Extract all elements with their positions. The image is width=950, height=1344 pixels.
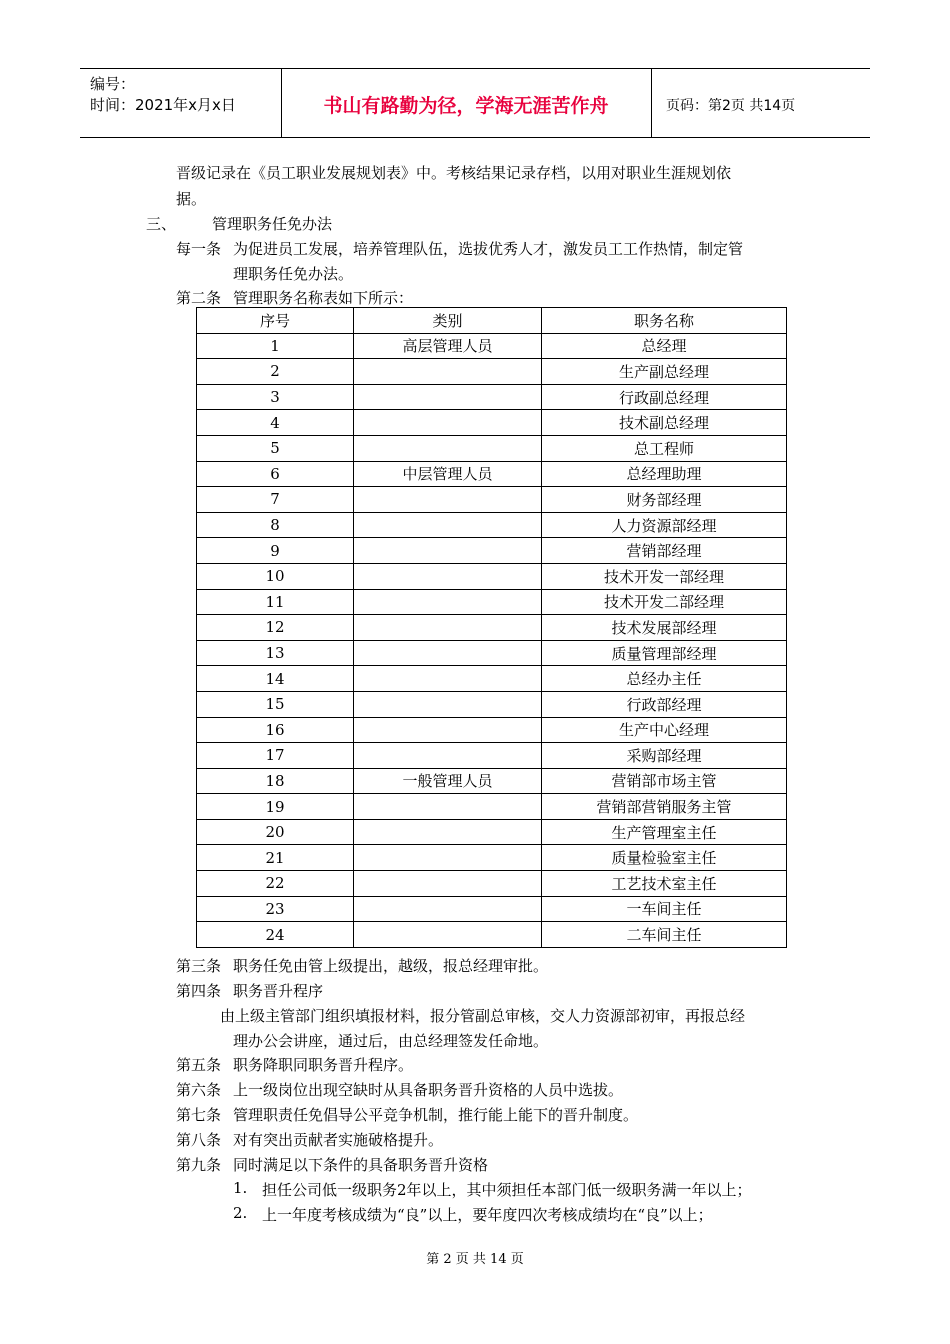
- table-row: [197, 410, 787, 436]
- cell-title: 技术开发二部经理: [542, 589, 787, 615]
- header-info-cell: [80, 69, 282, 137]
- cell-index: 17: [197, 743, 354, 769]
- article-4-label: 第四条: [176, 982, 222, 1000]
- article-4-detail-2: 理办公会讲座，通过后，由总经理签发任命地。: [233, 1032, 549, 1050]
- cell-category: [354, 563, 542, 589]
- table-row: [197, 563, 787, 589]
- cell-title: 人力资源部经理: [542, 512, 787, 538]
- cell-category: 高层管理人员: [354, 333, 542, 359]
- cell-index: 20: [197, 819, 354, 845]
- cell-category: [354, 845, 542, 871]
- table-row: [197, 845, 787, 871]
- cell-title: 工艺技术室主任: [542, 871, 787, 897]
- cell-index: 24: [197, 922, 354, 948]
- table-row: [197, 691, 787, 717]
- table-row: [197, 640, 787, 666]
- table-row: [197, 487, 787, 513]
- header-motto-cell: [281, 69, 652, 137]
- cell-title: 总经理助理: [542, 461, 787, 487]
- table-row: [197, 538, 787, 564]
- cell-index: 19: [197, 794, 354, 820]
- cell-category: [354, 896, 542, 922]
- cell-title: 财务部经理: [542, 487, 787, 513]
- cell-category: [354, 691, 542, 717]
- table-row: [197, 794, 787, 820]
- cell-title: 一车间主任: [542, 896, 787, 922]
- table-row: [197, 615, 787, 641]
- article-3-text: 职务任免由管上级提出，越级，报总经理审批。: [233, 957, 549, 975]
- cell-category: [354, 640, 542, 666]
- cell-category: [354, 512, 542, 538]
- cell-category: [354, 487, 542, 513]
- cell-index: 14: [197, 666, 354, 692]
- cell-index: 16: [197, 717, 354, 743]
- article-6-text: 上一级岗位出现空缺时从具备职务晋升资格的人员中选拔。: [233, 1081, 624, 1099]
- cell-category: [354, 666, 542, 692]
- article-1-text: 为促进员工发展，培养管理队伍，选拔优秀人才，激发员工工作热情，制定管: [233, 240, 744, 258]
- cell-index: 6: [197, 461, 354, 487]
- article-5-text: 职务降职同职务晋升程序。: [233, 1056, 414, 1074]
- cell-title: 行政部经理: [542, 691, 787, 717]
- cell-category: [354, 410, 542, 436]
- cell-category: [354, 717, 542, 743]
- article-4-detail-1: 由上级主管部门组织填报材料，报分管副总审核，交人力资源部初审，再报总经: [220, 1007, 746, 1025]
- cell-title: 生产中心经理: [542, 717, 787, 743]
- cell-index: 18: [197, 768, 354, 794]
- table-row: [197, 333, 787, 359]
- cell-category: [354, 743, 542, 769]
- section-number: 三、: [146, 215, 177, 233]
- intro-line-1: 晋级记录在《员工职业发展规划表》中。考核结果记录存档，以用对职业生涯规划依: [176, 164, 732, 182]
- cell-title: 质量管理部经理: [542, 640, 787, 666]
- cell-title: 技术副总经理: [542, 410, 787, 436]
- header-page-cell: [652, 69, 870, 137]
- cell-index: 10: [197, 563, 354, 589]
- cell-category: [354, 538, 542, 564]
- table-row: [197, 359, 787, 385]
- table-header-row: [197, 308, 787, 334]
- article-7-text: 管理职责任免倡导公平竞争机制，推行能上能下的晋升制度。: [233, 1106, 639, 1124]
- article-8-label: 第八条: [176, 1131, 222, 1149]
- cell-category: [354, 922, 542, 948]
- cell-index: 3: [197, 384, 354, 410]
- table-row: [197, 768, 787, 794]
- article-5-label: 第五条: [176, 1056, 222, 1074]
- cell-category: [354, 589, 542, 615]
- article-1-text-cont: 理职务任免办法。: [233, 265, 354, 283]
- page-label: 页码：第2页 共14页: [666, 98, 796, 114]
- article-9-label: 第九条: [176, 1156, 222, 1174]
- cell-index: 11: [197, 589, 354, 615]
- article-3-label: 第三条: [176, 957, 222, 975]
- document-header: [80, 68, 870, 138]
- date-label: 时间：2021年x月x日: [90, 96, 236, 114]
- condition-2-text: 上一年度考核成绩为“良”以上，要年度四次考核成绩均在“良”以上；: [262, 1206, 713, 1224]
- cell-index: 9: [197, 538, 354, 564]
- cell-title: 技术开发一部经理: [542, 563, 787, 589]
- table-row: [197, 461, 787, 487]
- cell-category: [354, 359, 542, 385]
- table-row: [197, 871, 787, 897]
- cell-index: 22: [197, 871, 354, 897]
- cell-category: [354, 435, 542, 461]
- column-header-index: 序号: [197, 308, 354, 334]
- article-9-text: 同时满足以下条件的具备职务晋升资格: [233, 1156, 489, 1174]
- cell-title: 生产副总经理: [542, 359, 787, 385]
- cell-index: 12: [197, 615, 354, 641]
- cell-category: [354, 615, 542, 641]
- section-title: 管理职务任免办法: [212, 215, 333, 233]
- cell-index: 13: [197, 640, 354, 666]
- table-row: [197, 717, 787, 743]
- table-row: [197, 384, 787, 410]
- page-footer: 第 2 页 共 14 页: [426, 1252, 524, 1267]
- cell-category: [354, 384, 542, 410]
- cell-category: 一般管理人员: [354, 768, 542, 794]
- column-header-category: 类别: [354, 308, 542, 334]
- article-4-text: 职务晋升程序: [233, 982, 324, 1000]
- cell-title: 质量检验室主任: [542, 845, 787, 871]
- motto: 书山有路勤为径，学海无涯苦作舟: [323, 95, 609, 117]
- article-2-label: 第二条: [176, 289, 222, 307]
- table-row: [197, 819, 787, 845]
- cell-index: 8: [197, 512, 354, 538]
- condition-1-number: 1.: [233, 1179, 248, 1197]
- cell-title: 营销部经理: [542, 538, 787, 564]
- cell-index: 1: [197, 333, 354, 359]
- table-row: [197, 435, 787, 461]
- intro-line-2: 据。: [176, 190, 207, 208]
- cell-title: 生产管理室主任: [542, 819, 787, 845]
- table-row: [197, 512, 787, 538]
- condition-1-text: 担任公司低一级职务2年以上，其中须担任本部门低一级职务满一年以上；: [262, 1181, 752, 1199]
- cell-index: 21: [197, 845, 354, 871]
- column-header-title: 职务名称: [542, 308, 787, 334]
- cell-title: 营销部市场主管: [542, 768, 787, 794]
- cell-title: 技术发展部经理: [542, 615, 787, 641]
- cell-category: 中层管理人员: [354, 461, 542, 487]
- cell-index: 15: [197, 691, 354, 717]
- table-row: [197, 589, 787, 615]
- cell-index: 4: [197, 410, 354, 436]
- cell-index: 7: [197, 487, 354, 513]
- table-row: [197, 666, 787, 692]
- cell-title: 营销部营销服务主管: [542, 794, 787, 820]
- cell-title: 总经理: [542, 333, 787, 359]
- cell-index: 5: [197, 435, 354, 461]
- cell-title: 总经办主任: [542, 666, 787, 692]
- code-label: 编号：: [90, 75, 136, 93]
- article-2-text: 管理职务名称表如下所示：: [233, 289, 414, 307]
- duty-table: [196, 307, 787, 948]
- cell-category: [354, 819, 542, 845]
- cell-index: 2: [197, 359, 354, 385]
- cell-category: [354, 871, 542, 897]
- article-7-label: 第七条: [176, 1106, 222, 1124]
- table-row: [197, 896, 787, 922]
- article-6-label: 第六条: [176, 1081, 222, 1099]
- cell-title: 总工程师: [542, 435, 787, 461]
- cell-title: 二车间主任: [542, 922, 787, 948]
- cell-title: 行政副总经理: [542, 384, 787, 410]
- table-row: [197, 922, 787, 948]
- article-1-label: 每一条: [176, 240, 222, 258]
- cell-index: 23: [197, 896, 354, 922]
- condition-2-number: 2.: [233, 1204, 248, 1222]
- article-8-text: 对有突出贡献者实施破格提升。: [233, 1131, 444, 1149]
- cell-category: [354, 794, 542, 820]
- cell-title: 采购部经理: [542, 743, 787, 769]
- table-row: [197, 743, 787, 769]
